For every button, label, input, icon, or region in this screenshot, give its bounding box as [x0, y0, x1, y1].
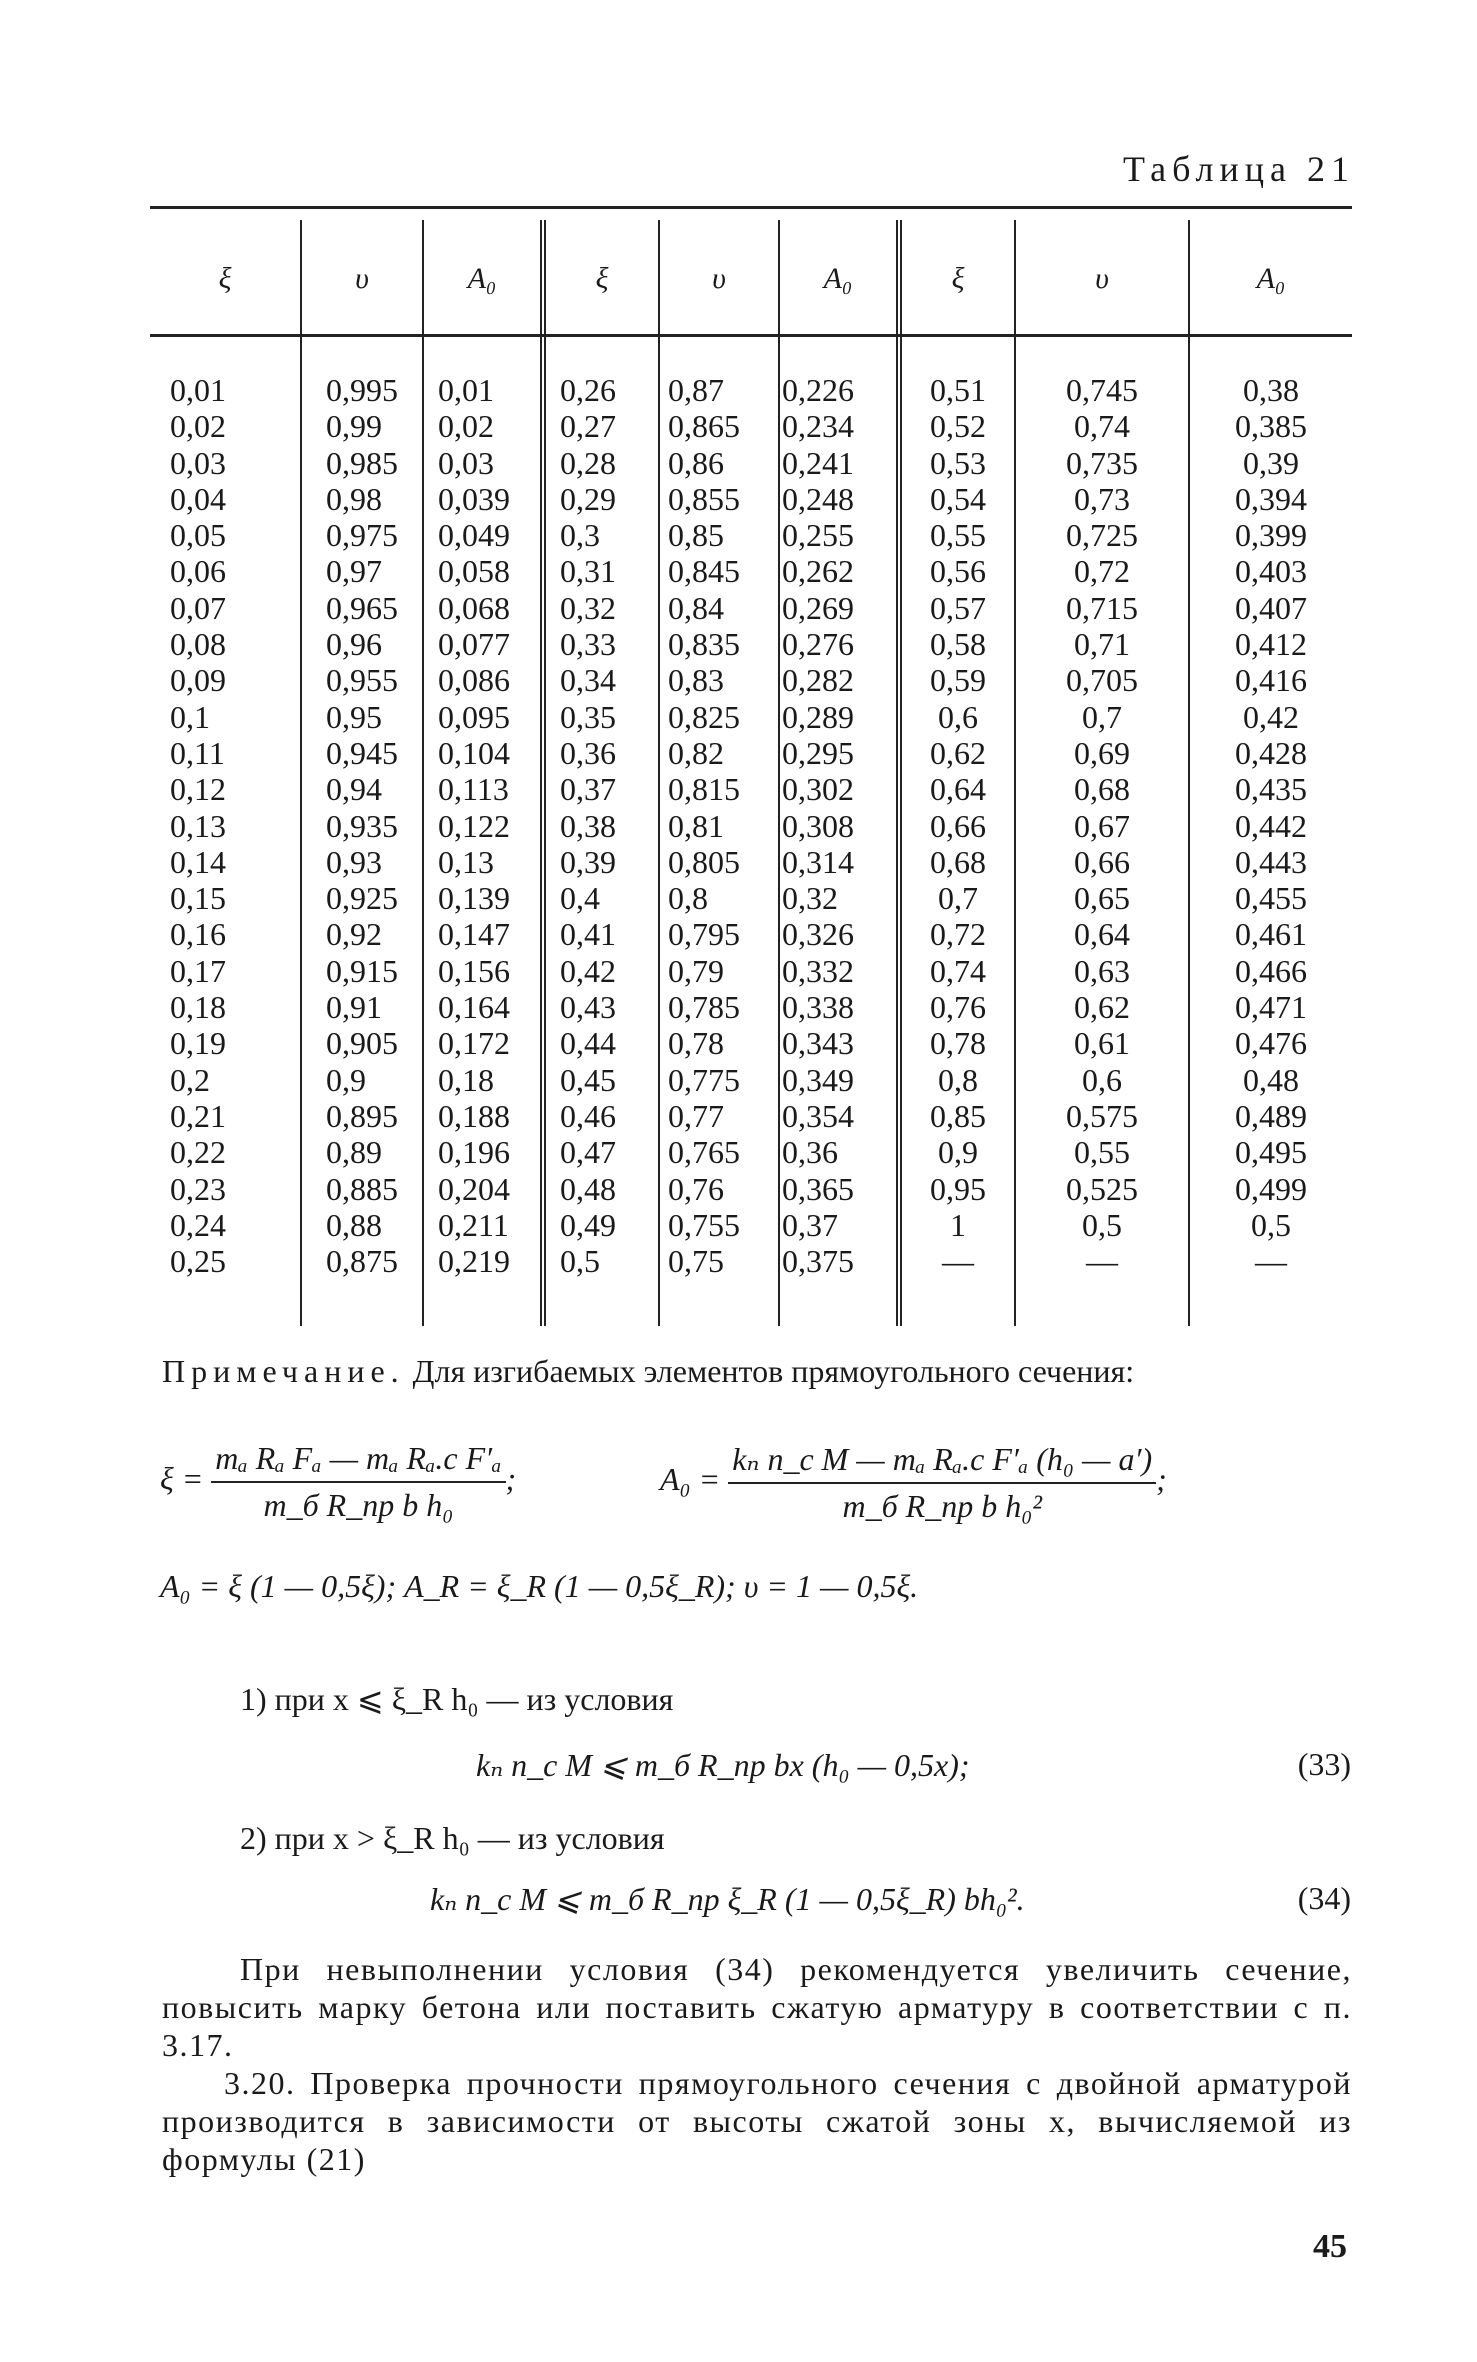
- table-cell: 0,905: [326, 1025, 398, 1062]
- table-cell: 0,55: [1074, 1134, 1130, 1171]
- formula-a0: A₀ = $\frac{\text{kₙ n\_c M — mₐ Rₐ.c F′ₐ (h₀ — a′)}}{\text{m\_б R\_пр b h₀²}}$ ;: [660, 1441, 1167, 1524]
- table-cell: 0,38: [1243, 372, 1299, 408]
- table-cell: 0,29: [560, 480, 616, 517]
- table-cell: 0,865: [668, 408, 740, 445]
- formula-xi: ξ = $\frac{\text{mₐ Rₐ Fₐ — mₐ Rₐ.c F′ₐ}}{\text{m\_б R\_пр b h₀}}$ ;: [160, 1440, 517, 1523]
- table-cell: 0,985: [326, 444, 398, 481]
- header-xi: ξ: [951, 262, 965, 295]
- table-cell: 0,394: [1235, 480, 1307, 517]
- page-number: 45: [1313, 2228, 1347, 2265]
- table-cell: 0,63: [1074, 952, 1130, 989]
- table-cell: 0,349: [782, 1061, 854, 1098]
- table-cell: 0,403: [1235, 553, 1307, 590]
- table-note: [162, 1352, 1352, 1390]
- table-cell: 0,5: [1082, 1206, 1122, 1243]
- formula-xi-lhs: ξ =: [160, 1460, 204, 1497]
- table-cell: 0,164: [438, 989, 510, 1026]
- note-lead: Примечание.: [162, 1353, 405, 1389]
- table-cell: 0,466: [1235, 952, 1307, 989]
- table-cell: 0,276: [782, 626, 854, 663]
- table-top-rule: [150, 206, 1352, 209]
- table-cell: 0,12: [170, 771, 226, 808]
- table-cell: 0,32: [560, 589, 616, 626]
- table-cell: 0,725: [1066, 517, 1138, 554]
- table-cell: 0,302: [782, 771, 854, 808]
- table-cell: 0,83: [668, 662, 724, 699]
- table-cell: —: [1255, 1243, 1287, 1280]
- table-cell: 0,308: [782, 807, 854, 844]
- table-cell: 0,407: [1235, 589, 1307, 626]
- table-cell: 0,02: [170, 408, 226, 445]
- paragraph-3-20: 3.20. Проверка прочности прямоугольного сечения с двойной арматурой производится в зависимости от высоты сжатой зоны x, вычисляемой из формулы (21): [162, 2065, 1352, 2177]
- table-cell: 0,62: [930, 734, 986, 771]
- table-cell: 0,53: [930, 444, 986, 481]
- table-cell: 0,705: [1066, 662, 1138, 699]
- table-cell: 0,71: [1074, 626, 1130, 663]
- table-cell: 0,805: [668, 843, 740, 880]
- table-cell: 0,68: [930, 843, 986, 880]
- table-cell: 0,495: [1235, 1134, 1307, 1171]
- table-cell: 0,78: [668, 1025, 724, 1062]
- table-cell: 0,26: [560, 372, 616, 408]
- table-cell: 0,975: [326, 517, 398, 554]
- table-caption: Таблица 21: [1123, 149, 1355, 189]
- formula-a0-numerator: kₙ n_c M — mₐ Rₐ.c F′ₐ (h₀ — a′): [728, 1440, 1156, 1484]
- header-a0: A₀: [467, 262, 497, 295]
- table-cell: 0,95: [930, 1170, 986, 1207]
- group-divider: [540, 220, 546, 1326]
- table-cell: 0,147: [438, 916, 510, 953]
- table-cell: 0,18: [170, 989, 226, 1026]
- column-divider: [300, 220, 302, 1326]
- table-cell: 0,57: [930, 589, 986, 626]
- table-cell: 0,47: [560, 1134, 616, 1171]
- table-cell: 0,875: [326, 1243, 398, 1280]
- table-cell: 0,49: [560, 1206, 616, 1243]
- table-cell: 0,89: [326, 1134, 382, 1171]
- table-cell: 0,85: [930, 1097, 986, 1134]
- table-cell: 0,01: [438, 372, 494, 408]
- equation-number-34: (34): [1297, 1880, 1351, 1916]
- table-cell: 0,72: [930, 916, 986, 953]
- table-column: [1190, 372, 1352, 1279]
- table-cell: 0,095: [438, 698, 510, 735]
- table-cell: 0,196: [438, 1134, 510, 1171]
- formula-xi-fraction: [211, 1440, 505, 1524]
- table-cell: 0,48: [1243, 1061, 1299, 1098]
- table-cell: 0,17: [170, 952, 226, 989]
- table-cell: 0,19: [170, 1025, 226, 1062]
- formula-a0-lhs: A₀ =: [660, 1460, 721, 1497]
- column-divider: [658, 220, 660, 1326]
- table-cell: 0,295: [782, 734, 854, 771]
- table-cell: 0,925: [326, 880, 398, 917]
- table-column: [326, 372, 398, 1279]
- table-cell: 0,92: [326, 916, 382, 953]
- table-cell: 0,049: [438, 517, 510, 554]
- table-column: [170, 372, 226, 1279]
- table-cell: 0,18: [438, 1061, 494, 1098]
- table-cell: 0,85: [668, 517, 724, 554]
- table-cell: 0,442: [1235, 807, 1307, 844]
- table-cell: 0,52: [930, 408, 986, 445]
- table-cell: 0,46: [560, 1097, 616, 1134]
- table-cell: 0,08: [170, 626, 226, 663]
- formula-line-3: A₀ = ξ (1 — 0,5ξ); A_R = ξ_R (1 — 0,5ξ_R); υ = 1 — 0,5ξ.: [160, 1568, 919, 1604]
- table-cell: 0,068: [438, 589, 510, 626]
- table-cell: 0,39: [1243, 444, 1299, 481]
- table-cell: 0,715: [1066, 589, 1138, 626]
- table-cell: 0,338: [782, 989, 854, 1026]
- table-cell: 0,077: [438, 626, 510, 663]
- table-cell: 0,24: [170, 1206, 226, 1243]
- table-cell: 0,354: [782, 1097, 854, 1134]
- table-cell: 0,765: [668, 1134, 740, 1171]
- table-cell: 0,61: [1074, 1025, 1130, 1062]
- table-cell: 0,945: [326, 734, 398, 771]
- table-cell: 0,9: [326, 1061, 366, 1098]
- table-column: [1016, 372, 1188, 1279]
- table-cell: 0,91: [326, 989, 382, 1026]
- table-cell: 0,02: [438, 408, 494, 445]
- table-cell: 0,7: [938, 880, 978, 917]
- table-cell: 0,13: [438, 843, 494, 880]
- table-cell: 0,86: [668, 444, 724, 481]
- table-cell: 0,44: [560, 1025, 616, 1062]
- table-cell: 0,11: [170, 734, 225, 771]
- table-cell: 0,07: [170, 589, 226, 626]
- table-cell: 0,9: [938, 1134, 978, 1171]
- table-cell: 0,38: [560, 807, 616, 844]
- table-cell: 0,7: [1082, 698, 1122, 735]
- table-cell: 0,28: [560, 444, 616, 481]
- table-cell: 1: [950, 1206, 966, 1243]
- table-cell: 0,36: [782, 1134, 838, 1171]
- table-cell: 0,87: [668, 372, 724, 408]
- table-cell: 0,25: [170, 1243, 226, 1280]
- table-cell: 0,81: [668, 807, 724, 844]
- table-cell: 0,51: [930, 372, 986, 408]
- header-upsilon: υ: [355, 262, 369, 295]
- table-cell: 0,262: [782, 553, 854, 590]
- header-upsilon: υ: [712, 262, 726, 295]
- table-cell: 0,399: [1235, 517, 1307, 554]
- table-cell: 0,03: [438, 444, 494, 481]
- header-a0: A₀: [823, 262, 853, 295]
- table-cell: 0,039: [438, 480, 510, 517]
- table-cell: 0,269: [782, 589, 854, 626]
- column-divider: [778, 220, 780, 1326]
- table-cell: 0,8: [668, 880, 708, 917]
- table-cell: 0,435: [1235, 771, 1307, 808]
- table-cell: 0,34: [560, 662, 616, 699]
- table-cell: 0,64: [1074, 916, 1130, 953]
- table-cell: 0,2: [170, 1061, 210, 1098]
- table-cell: 0,76: [668, 1170, 724, 1207]
- table-cell: 0,93: [326, 843, 382, 880]
- table-cell: 0,43: [560, 989, 616, 1026]
- table-cell: 0,219: [438, 1243, 510, 1280]
- table-cell: 0,835: [668, 626, 740, 663]
- table-cell: 0,32: [782, 880, 838, 917]
- table-cell: 0,64: [930, 771, 986, 808]
- table-cell: 0,955: [326, 662, 398, 699]
- table-column: [668, 372, 740, 1279]
- equation-number-33: (33): [1297, 1746, 1351, 1782]
- table-cell: 0,113: [438, 771, 509, 808]
- header-xi: ξ: [218, 262, 232, 295]
- table-cell: 0,14: [170, 843, 226, 880]
- table-cell: 0,74: [930, 952, 986, 989]
- table-cell: 0,88: [326, 1206, 382, 1243]
- table-cell: 0,226: [782, 372, 854, 408]
- table-cell: 0,058: [438, 553, 510, 590]
- table-cell: 0,314: [782, 843, 854, 880]
- table-cell: 0,915: [326, 952, 398, 989]
- header-xi: ξ: [595, 262, 609, 295]
- table-column: [438, 372, 510, 1279]
- table-cell: 0,8: [938, 1061, 978, 1098]
- table-cell: 0,455: [1235, 880, 1307, 917]
- table-cell: 0,204: [438, 1170, 510, 1207]
- table-cell: 0,575: [1066, 1097, 1138, 1134]
- table-cell: 0,77: [668, 1097, 724, 1134]
- table-cell: 0,84: [668, 589, 724, 626]
- table-cell: 0,78: [930, 1025, 986, 1062]
- data-table: [150, 206, 1352, 1326]
- table-cell: 0,75: [668, 1243, 724, 1280]
- table-cell: 0,375: [782, 1243, 854, 1280]
- table-cell: 0,855: [668, 480, 740, 517]
- table-cell: 0,27: [560, 408, 616, 445]
- table-cell: 0,48: [560, 1170, 616, 1207]
- table-cell: 0,54: [930, 480, 986, 517]
- table-column: [902, 372, 1014, 1279]
- table-cell: 0,3: [560, 517, 600, 554]
- table-cell: 0,332: [782, 952, 854, 989]
- table-cell: 0,6: [938, 698, 978, 735]
- table-cell: 0,45: [560, 1061, 616, 1098]
- formula-xi-denominator: m_б R_пр b h₀: [263, 1487, 454, 1523]
- table-cell: 0,99: [326, 408, 382, 445]
- table-cell: 0,443: [1235, 843, 1307, 880]
- table-cell: 0,6: [1082, 1061, 1122, 1098]
- table-cell: 0,82: [668, 734, 724, 771]
- table-cell: 0,5: [560, 1243, 600, 1280]
- header-a0: A₀: [1256, 262, 1286, 295]
- table-cell: 0,96: [326, 626, 382, 663]
- table-cell: 0,35: [560, 698, 616, 735]
- paragraph-recommendation: При невыполнении условия (34) рекомендуется увеличить сечение, повысить марку бетона или поставить сжатую арматуру в соответствии с п. 3.17.: [162, 1951, 1352, 2063]
- table-cell: 0,845: [668, 553, 740, 590]
- table-cell: 0,01: [170, 372, 226, 408]
- table-cell: 0,15: [170, 880, 226, 917]
- table-cell: 0,416: [1235, 662, 1307, 699]
- table-cell: 0,965: [326, 589, 398, 626]
- table-cell: 0,55: [930, 517, 986, 554]
- table-cell: 0,04: [170, 480, 226, 517]
- table-cell: 0,172: [438, 1025, 510, 1062]
- table-cell: 0,36: [560, 734, 616, 771]
- table-cell: 0,104: [438, 734, 510, 771]
- table-cell: 0,56: [930, 553, 986, 590]
- table-cell: 0,95: [326, 698, 382, 735]
- table-cell: 0,188: [438, 1097, 510, 1134]
- table-cell: 0,33: [560, 626, 616, 663]
- table-cell: 0,1: [170, 698, 210, 735]
- table-cell: 0,248: [782, 480, 854, 517]
- table-cell: 0,62: [1074, 989, 1130, 1026]
- table-cell: 0,58: [930, 626, 986, 663]
- table-cell: 0,241: [782, 444, 854, 481]
- table-cell: 0,234: [782, 408, 854, 445]
- table-cell: 0,365: [782, 1170, 854, 1207]
- table-cell: 0,428: [1235, 734, 1307, 771]
- table-cell: 0,06: [170, 553, 226, 590]
- note-text: Для изгибаемых элементов прямоугольного сечения:: [412, 1353, 1135, 1389]
- table-cell: 0,66: [930, 807, 986, 844]
- table-cell: 0,211: [438, 1206, 509, 1243]
- table-cell: 0,39: [560, 843, 616, 880]
- formula-33: kₙ n_c M ⩽ m_б R_пр bx (h₀ — 0,5x);: [476, 1747, 970, 1783]
- table-cell: 0,343: [782, 1025, 854, 1062]
- table-cell: 0,98: [326, 480, 382, 517]
- table-cell: 0,412: [1235, 626, 1307, 663]
- table-cell: 0,13: [170, 807, 226, 844]
- table-cell: 0,289: [782, 698, 854, 735]
- table-column: [560, 372, 616, 1279]
- table-column: [782, 372, 854, 1279]
- table-cell: 0,385: [1235, 408, 1307, 445]
- table-cell: 0,935: [326, 807, 398, 844]
- table-cell: 0,461: [1235, 916, 1307, 953]
- table-cell: 0,139: [438, 880, 510, 917]
- table-cell: 0,59: [930, 662, 986, 699]
- table-cell: 0,255: [782, 517, 854, 554]
- table-cell: 0,42: [1243, 698, 1299, 735]
- table-cell: 0,76: [930, 989, 986, 1026]
- table-cell: 0,67: [1074, 807, 1130, 844]
- table-cell: 0,73: [1074, 480, 1130, 517]
- table-cell: 0,785: [668, 989, 740, 1026]
- table-cell: 0,745: [1066, 372, 1138, 408]
- table-cell: 0,755: [668, 1206, 740, 1243]
- table-cell: 0,122: [438, 807, 510, 844]
- table-cell: 0,03: [170, 444, 226, 481]
- table-cell: 0,326: [782, 916, 854, 953]
- table-cell: 0,885: [326, 1170, 398, 1207]
- table-cell: 0,4: [560, 880, 600, 917]
- table-cell: 0,282: [782, 662, 854, 699]
- table-cell: 0,995: [326, 372, 398, 408]
- table-cell: 0,471: [1235, 989, 1307, 1026]
- table-cell: 0,69: [1074, 734, 1130, 771]
- table-cell: 0,525: [1066, 1170, 1138, 1207]
- table-cell: 0,37: [560, 771, 616, 808]
- table-cell: 0,05: [170, 517, 226, 554]
- table-cell: 0,74: [1074, 408, 1130, 445]
- table-cell: 0,775: [668, 1061, 740, 1098]
- table-cell: —: [1086, 1243, 1118, 1280]
- table-cell: 0,72: [1074, 553, 1130, 590]
- table-cell: 0,489: [1235, 1097, 1307, 1134]
- formula-a0-denominator: m_б R_пр b h₀²: [842, 1488, 1042, 1524]
- table-cell: 0,31: [560, 553, 616, 590]
- table-cell: 0,825: [668, 698, 740, 735]
- table-cell: 0,895: [326, 1097, 398, 1134]
- table-cell: 0,5: [1251, 1206, 1291, 1243]
- table-cell: 0,41: [560, 916, 616, 953]
- table-cell: 0,21: [170, 1097, 226, 1134]
- table-cell: 0,22: [170, 1134, 226, 1171]
- table-header-rule: [150, 334, 1352, 337]
- table-cell: 0,499: [1235, 1170, 1307, 1207]
- header-upsilon: υ: [1095, 262, 1109, 295]
- table-cell: 0,66: [1074, 843, 1130, 880]
- table-cell: 0,795: [668, 916, 740, 953]
- table-cell: —: [942, 1243, 974, 1280]
- condition-1: 1) при x ⩽ ξ_R h₀ — из условия: [240, 1681, 674, 1717]
- formula-34: kₙ n_c M ⩽ m_б R_пр ξ_R (1 — 0,5ξ_R) bh₀².: [430, 1881, 1025, 1917]
- table-cell: 0,79: [668, 952, 724, 989]
- table-cell: 0,97: [326, 553, 382, 590]
- table-cell: 0,735: [1066, 444, 1138, 481]
- table-cell: 0,476: [1235, 1025, 1307, 1062]
- formula-xi-numerator: mₐ Rₐ Fₐ — mₐ Rₐ.c F′ₐ: [211, 1440, 505, 1483]
- table-cell: 0,086: [438, 662, 510, 699]
- table-cell: 0,23: [170, 1170, 226, 1207]
- table-cell: 0,68: [1074, 771, 1130, 808]
- table-cell: 0,16: [170, 916, 226, 953]
- table-cell: 0,815: [668, 771, 740, 808]
- table-cell: 0,37: [782, 1206, 838, 1243]
- condition-2: 2) при x > ξ_R h₀ — из условия: [240, 1820, 665, 1856]
- formula-a0-fraction: [728, 1440, 1156, 1525]
- table-cell: 0,65: [1074, 880, 1130, 917]
- table-cell: 0,42: [560, 952, 616, 989]
- table-cell: 0,94: [326, 771, 382, 808]
- table-cell: 0,09: [170, 662, 226, 699]
- column-divider: [422, 220, 424, 1326]
- table-cell: 0,156: [438, 952, 510, 989]
